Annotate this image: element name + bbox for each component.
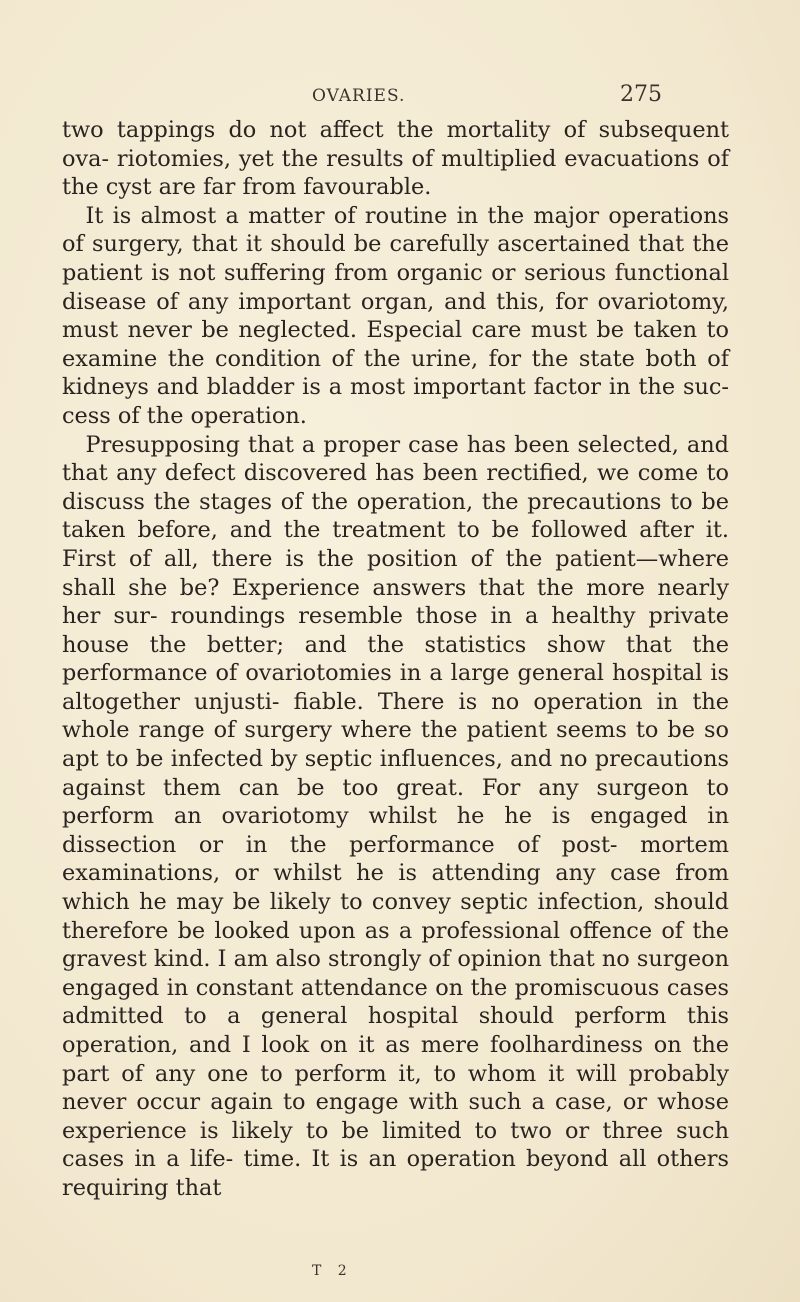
page-number: 275 [620, 82, 662, 107]
paragraph-operation-stages: Presupposing that a proper case has been selected, and that any defect discovered has been rectified, we come to discuss the stages of the operation, the precautions to be taken before, and the treatment to be followed after it. First of all, there is the position of the patient—where shall she be? Experience answers that the more nearly her sur- roundings resemble those in a healthy private house the better; and the statistics show that the performance of ovariotomies in a large general hospital is altogether unjusti- fiable. There is no operation in the whole range of surgery where the patient seems to be so apt to be infected by septic influences, and no precautions against them can be too great. For any surgeon to perform an ovariotomy whilst he he is engaged in dissection or in the performance of post- mortem examinations, or whilst he is attending any case from which he may be likely to convey septic infection, should therefore be looked upon as a professional offence of the gravest kind. I am also strongly of opinion that no surgeon engaged in constant attendance on the promiscuous cases admitted to a general hospital should perform this operation, and I look on it as mere foolhardiness on the part of any one to perform it, to whom it will probably never occur again to engage with such a case, or whose experience is likely to be limited to two or three such cases in a life- time. It is an operation beyond all others requiring that [62, 431, 729, 1201]
signature-mark: T 2 [312, 1263, 353, 1279]
body-text [62, 116, 729, 1203]
running-title: OVARIES. [312, 86, 406, 106]
paragraph-preliminary-examination: It is almost a matter of routine in the major operations of surgery, that it should be carefully ascertained that the patient is not suffering from organic or serious functional disease of any important organ, and this, for ovariotomy, must never be neglected. Especial care must be taken to examine the condition of the urine, for the state both of kidneys and bladder is a most important factor in the suc- cess of the operation. [62, 202, 729, 429]
paragraph-continued: two tappings do not affect the mortality of subsequent ova- riotomies, yet the results of multiplied evacuations of the cyst are far from favourable. [62, 117, 729, 201]
